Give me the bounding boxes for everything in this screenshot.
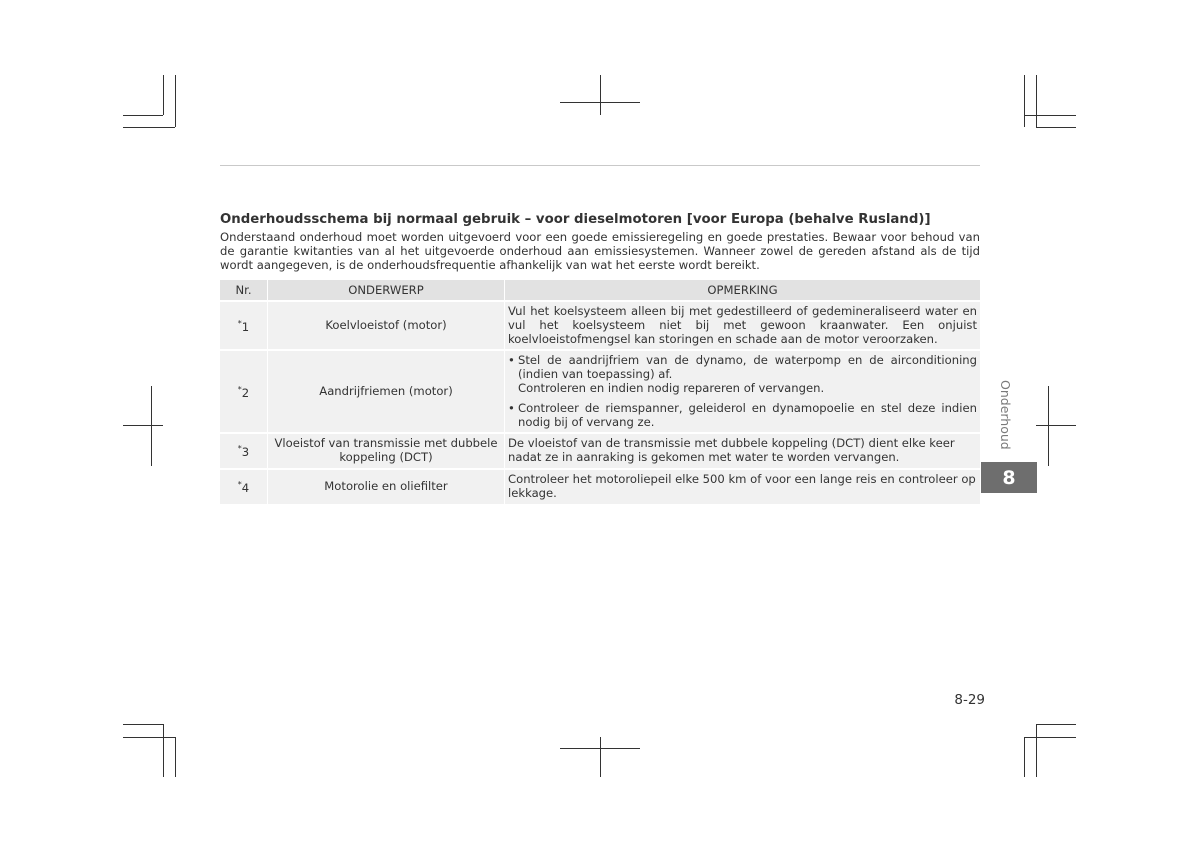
row-num: 3 <box>241 445 250 460</box>
registration-mark <box>600 737 601 777</box>
row-remark: De vloeistof van de transmissie met dubbele koppeling (DCT) dient elke keer nadat ze in aanraking is gekomen met water te worden vervangen. <box>505 433 981 469</box>
remark-bullet <box>508 354 977 395</box>
crop-mark <box>123 737 175 738</box>
crop-mark <box>123 115 163 116</box>
row-remark: Controleer het motoroliepeil elke 500 km of voor een lange reis en controleer op lekkage. <box>505 469 981 504</box>
row-subject: Koelvloeistof (motor) <box>268 301 505 350</box>
bullet-text: Controleer de riemspanner, geleiderol en dynamopoelie en stel deze indien nodig bij of vervang ze. <box>518 400 977 429</box>
row-star: * <box>237 444 242 454</box>
crop-mark <box>123 127 175 128</box>
column-header-subject: ONDERWERP <box>268 280 505 301</box>
registration-mark <box>560 102 640 103</box>
header-rule <box>220 165 980 166</box>
row-num: 1 <box>241 319 250 334</box>
registration-mark <box>560 748 640 749</box>
bullet-text-secondary: Controleren en indien nodig repareren of vervangen. <box>518 380 825 395</box>
column-header-remark: OPMERKING <box>505 280 981 301</box>
row-subject: Motorolie en oliefilter <box>268 469 505 504</box>
registration-mark <box>1036 425 1076 426</box>
crop-mark <box>123 724 163 725</box>
bullet-text: Stel de aandrijfriem van de dynamo, de waterpomp en de airconditioning (indien van toepassing) af. <box>518 353 977 382</box>
crop-mark <box>1024 737 1076 738</box>
registration-mark <box>123 425 163 426</box>
table-row <box>220 350 980 433</box>
table-row <box>220 301 980 350</box>
crop-mark <box>1036 724 1076 725</box>
row-number <box>220 350 268 433</box>
crop-mark <box>1036 127 1076 128</box>
intro-paragraph: Onderstaand onderhoud moet worden uitgevoerd voor een goede emissieregeling en goede prestaties. Bewaar voor behoud van de garantie kwitanties van al het uitgevoerde onderhoud aan emissiesystemen. Wanneer zowel de gereden afstand als de tijd wordt aangegeven, is de onderhoudsfrequentie afhankelijk van wat het eerste wordt bereikt. <box>220 230 980 272</box>
row-number <box>220 301 268 350</box>
chapter-tab: 8 <box>981 462 1037 493</box>
row-num: 4 <box>241 480 250 495</box>
row-subject: Vloeistof van transmissie met dubbele koppeling (DCT) <box>268 433 505 469</box>
crop-mark <box>1024 75 1025 127</box>
table-header-row <box>220 280 980 301</box>
remark-bullet <box>508 402 977 430</box>
crop-mark <box>163 724 164 777</box>
section-title: Onderhoudsschema bij normaal gebruik – voor dieselmotoren [voor Europa (behalve Rusland)] <box>220 212 931 227</box>
row-number <box>220 433 268 469</box>
bullet-marker: • <box>508 353 515 368</box>
chapter-label: Onderhoud <box>998 380 1013 450</box>
table-row <box>220 433 980 469</box>
registration-mark <box>600 75 601 115</box>
crop-mark <box>1024 737 1025 777</box>
row-subject: Aandrijfriemen (motor) <box>268 350 505 433</box>
crop-mark <box>175 75 176 127</box>
column-header-nr: Nr. <box>220 280 268 301</box>
crop-mark <box>1024 115 1076 116</box>
crop-mark <box>163 75 164 115</box>
row-remark <box>505 350 981 433</box>
registration-mark <box>151 386 152 466</box>
row-num: 2 <box>241 385 250 400</box>
bullet-marker: • <box>508 400 515 415</box>
crop-mark <box>1036 724 1037 777</box>
row-remark: Vul het koelsysteem alleen bij met gedestilleerd of gedemineraliseerd water en vul het koelsysteem niet bij met gewoon kraanwater. Een onjuist koelvloeistofmengsel kan storingen en schade aan de motor veroorzaken. <box>505 301 981 350</box>
registration-mark <box>1048 386 1049 466</box>
table-row <box>220 469 980 504</box>
crop-mark <box>175 737 176 777</box>
page-number: 8-29 <box>954 692 985 708</box>
row-star: * <box>237 384 242 394</box>
row-number <box>220 469 268 504</box>
maintenance-table <box>220 280 980 504</box>
row-star: * <box>237 479 242 489</box>
crop-mark <box>1036 75 1037 127</box>
row-star: * <box>237 318 242 328</box>
